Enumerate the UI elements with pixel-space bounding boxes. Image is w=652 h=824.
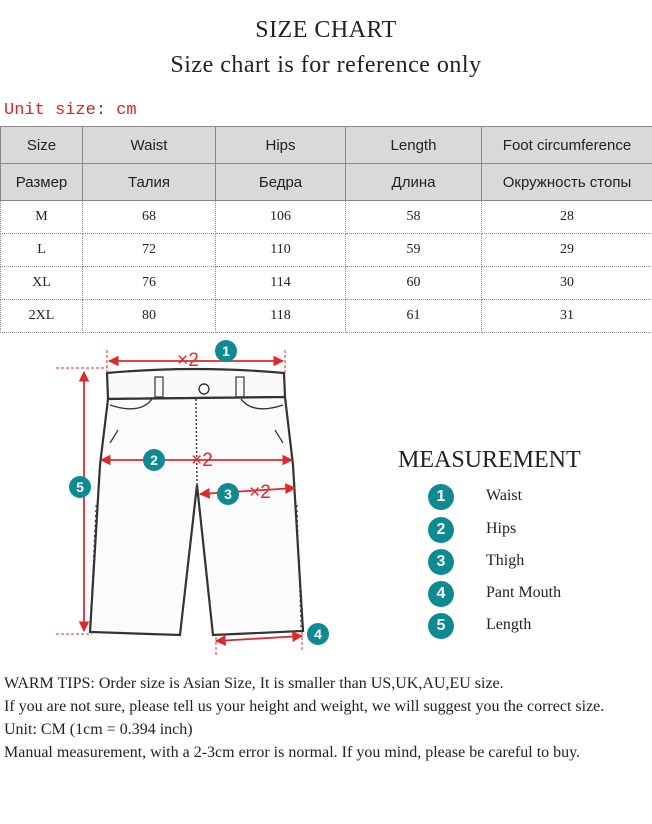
waist-cell: 72: [83, 234, 216, 267]
size-cell: M: [1, 201, 83, 234]
table-row: [1, 300, 652, 333]
header-cell: Foot circumference: [482, 127, 652, 164]
unit-label: Unit size: cm: [4, 101, 137, 120]
waist-cell: 80: [83, 300, 216, 333]
svg-text:1: 1: [222, 343, 230, 359]
legend-label: Length: [486, 616, 532, 633]
hips-cell: 118: [216, 300, 346, 333]
tip-line: Unit: CM (1cm = 0.394 inch): [4, 721, 193, 738]
legend-label: Waist: [486, 487, 523, 504]
shorts-diagram: [0, 335, 380, 670]
size-cell: 2XL: [1, 300, 83, 333]
table-row: [1, 267, 652, 300]
marker-1: [177, 340, 237, 371]
svg-text:3: 3: [224, 486, 232, 502]
page-subtitle: Size chart is for reference only: [170, 52, 482, 78]
foot-cell: 31: [482, 300, 652, 333]
header-cell: Hips: [216, 127, 346, 164]
marker-4: [307, 623, 329, 645]
header-cell: Size: [1, 127, 83, 164]
table-row: [1, 201, 652, 234]
length-cell: 60: [346, 267, 482, 300]
tip-line: If you are not sure, please tell us your height and weight, we will suggest you the correct size.: [4, 698, 605, 715]
number-badge: 1: [428, 484, 454, 510]
length-cell: 61: [346, 300, 482, 333]
tip-line: WARM TIPS: Order size is Asian Size, It is smaller than US,UK,AU,EU size.: [4, 675, 504, 692]
number-badge: 4: [428, 581, 454, 607]
svg-text:4: 4: [314, 626, 322, 642]
legend-label: Thigh: [486, 552, 525, 569]
number-badge: 5: [428, 613, 454, 639]
page-title: SIZE CHART: [255, 17, 397, 43]
table-row: [1, 234, 652, 267]
header-row-russian: [1, 164, 652, 201]
svg-text:×2: ×2: [249, 482, 271, 503]
size-table: [0, 126, 652, 333]
legend-label: Pant Mouth: [486, 584, 562, 601]
svg-text:×2: ×2: [191, 450, 213, 471]
svg-text:5: 5: [76, 479, 84, 495]
header-cell: Размер: [1, 164, 83, 201]
header-cell: Бедра: [216, 164, 346, 201]
shorts-illustration: [90, 369, 303, 635]
waist-cell: 68: [83, 201, 216, 234]
marker-5: [69, 476, 91, 498]
header-row-english: [1, 127, 652, 164]
measurement-title: MEASUREMENT: [398, 447, 581, 473]
size-cell: L: [1, 234, 83, 267]
hips-cell: 106: [216, 201, 346, 234]
number-badge: 3: [428, 549, 454, 575]
svg-text:×2: ×2: [177, 350, 199, 371]
header-cell: Waist: [83, 127, 216, 164]
header-cell: Талия: [83, 164, 216, 201]
number-badge: 2: [428, 517, 454, 543]
length-cell: 58: [346, 201, 482, 234]
header-cell: Окружность стопы: [482, 164, 652, 201]
foot-cell: 29: [482, 234, 652, 267]
header-cell: Length: [346, 127, 482, 164]
hips-cell: 114: [216, 267, 346, 300]
svg-text:2: 2: [150, 452, 158, 468]
header-cell: Длина: [346, 164, 482, 201]
foot-cell: 30: [482, 267, 652, 300]
length-cell: 59: [346, 234, 482, 267]
size-cell: XL: [1, 267, 83, 300]
hips-cell: 110: [216, 234, 346, 267]
waist-cell: 76: [83, 267, 216, 300]
warm-tips: [4, 672, 650, 764]
tip-line: Manual measurement, with a 2-3cm error is normal. If you mind, please be careful to buy.: [4, 744, 581, 761]
legend-label: Hips: [486, 520, 517, 537]
foot-cell: 28: [482, 201, 652, 234]
